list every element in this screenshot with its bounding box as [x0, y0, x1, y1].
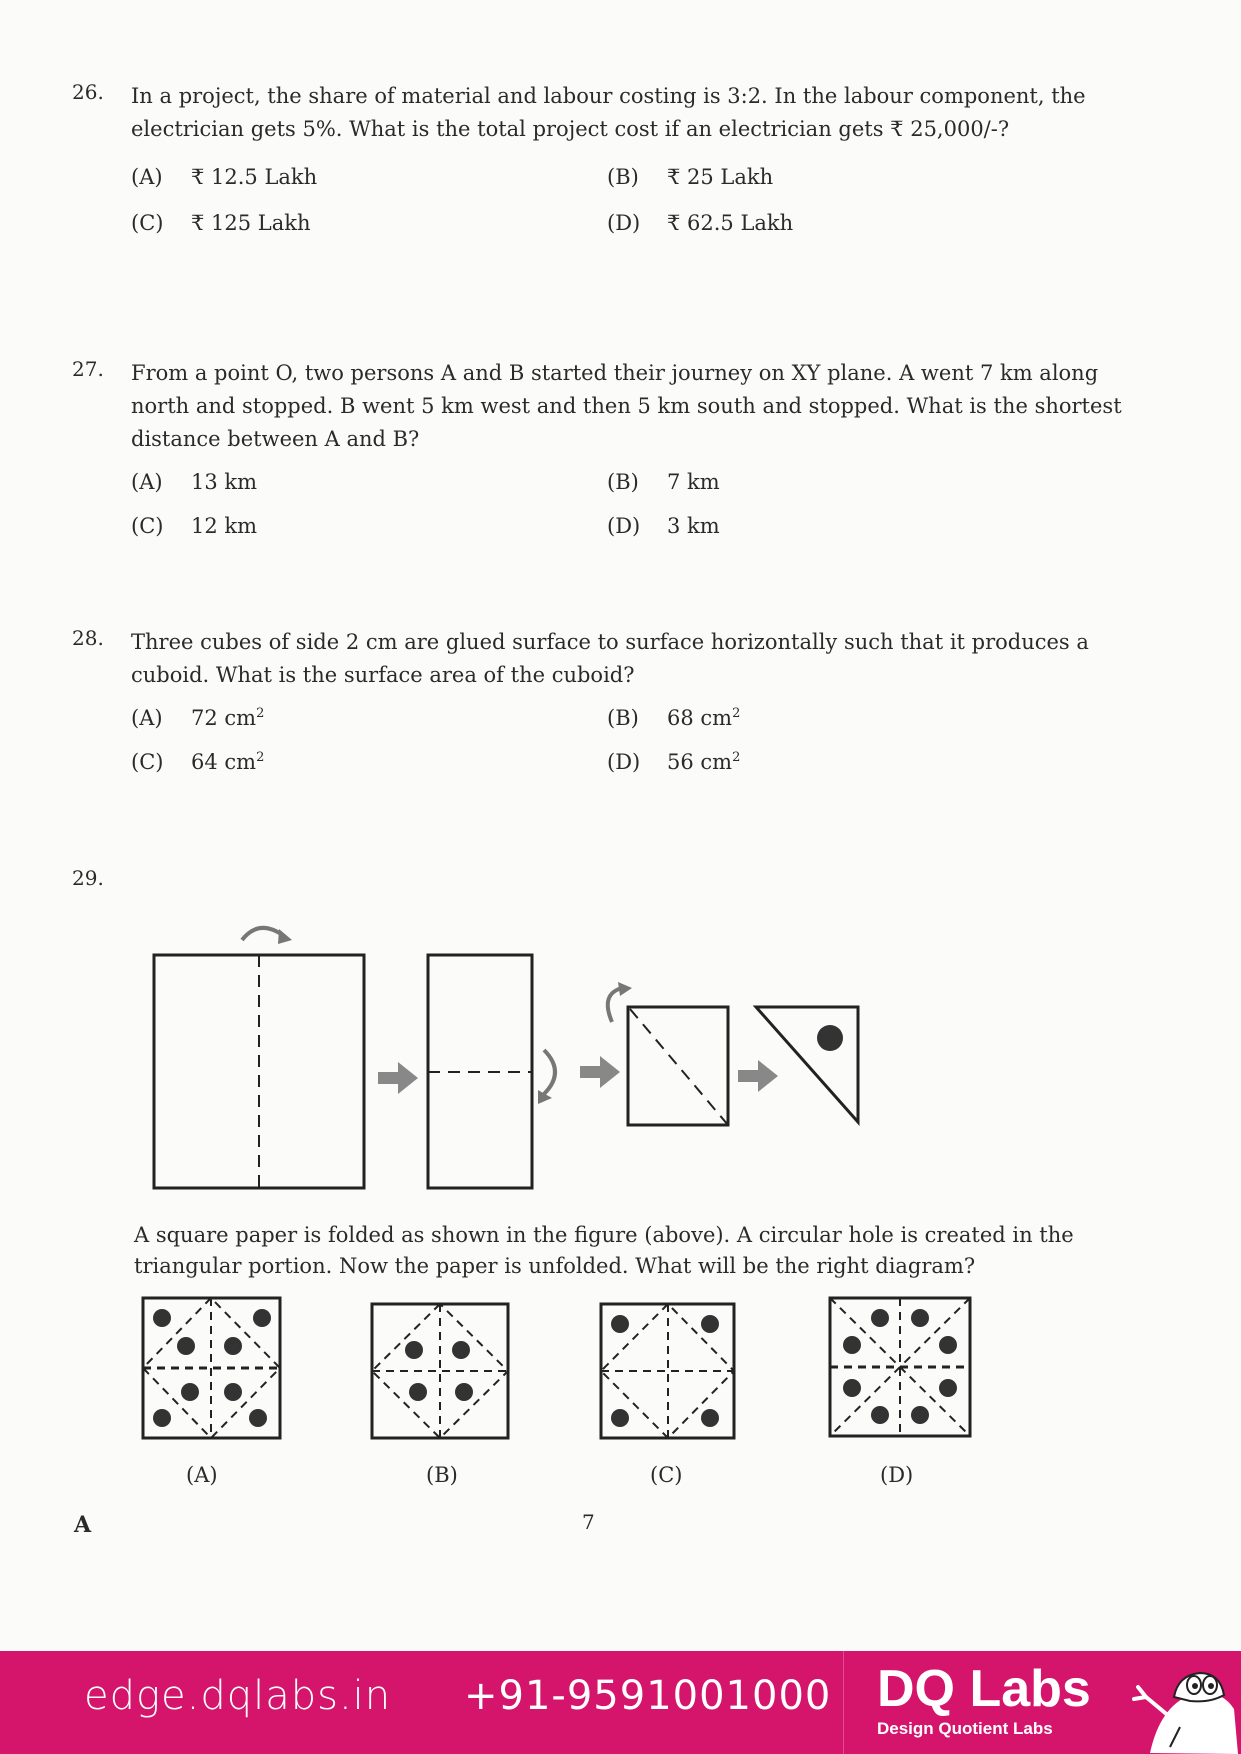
option-c-diagram[interactable]	[601, 1304, 734, 1438]
option-label: (B)	[607, 165, 639, 189]
footer-divider	[843, 1651, 844, 1754]
option-a-diagram[interactable]	[143, 1298, 280, 1438]
mascot-icon	[1130, 1657, 1238, 1754]
option-text: 64 cm	[191, 750, 257, 774]
option-superscript: 2	[256, 706, 265, 721]
website-link[interactable]: edge.dqlabs.in	[84, 1673, 392, 1719]
question-text: Three cubes of side 2 cm are glued surface to surface horizontally such that it produces a cuboid. What is the surface area of the cuboid?	[131, 630, 1089, 687]
option-text: ₹ 125 Lakh	[191, 211, 311, 235]
option-d-diagram[interactable]	[830, 1298, 970, 1436]
page-number: 7	[582, 1510, 595, 1534]
brand-tagline: Design Quotient Labs	[877, 1719, 1053, 1738]
option-text: ₹ 62.5 Lakh	[667, 211, 794, 235]
option-text: 13 km	[191, 470, 258, 494]
option-superscript: 2	[256, 750, 265, 765]
option-superscript: 2	[732, 706, 741, 721]
question-29-text: A square paper is folded as shown in the figure (above). A circular hole is created in the triangular portion. Now the paper is unfolded. What will be the right diagram?	[134, 1223, 1074, 1278]
option-text: 56 cm	[667, 750, 733, 774]
question-number: 29.	[72, 866, 104, 890]
option-superscript: 2	[732, 750, 741, 765]
option-label: (D)	[607, 514, 641, 538]
option-text: 12 km	[191, 514, 258, 538]
option-label: (D)	[607, 211, 641, 235]
option-text: 72 cm	[191, 706, 257, 730]
phone-number[interactable]: +91-9591001000	[464, 1673, 832, 1719]
set-code: A	[74, 1512, 92, 1538]
option-text: 68 cm	[667, 706, 733, 730]
option-text: 3 km	[667, 514, 720, 538]
option-label: (A)	[131, 165, 163, 189]
option-label: (B)	[607, 470, 639, 494]
question-text: From a point O, two persons A and B started their journey on XY plane. A went 7 km along north and stopped. B went 5 km west and then 5 km south and stopped. What is the shortest distance between A and B?	[131, 361, 1122, 451]
option-text: ₹ 12.5 Lakh	[191, 165, 318, 189]
option-text: ₹ 25 Lakh	[667, 165, 774, 189]
q29-option-a-label: (A)	[186, 1463, 218, 1487]
question-text: In a project, the share of material and labour costing is 3:2. In the labour component, the electrician gets 5%. What is the total project cost if an electrician gets ₹ 25,000/-?	[131, 84, 1086, 141]
q29-option-d-label: (D)	[880, 1463, 914, 1487]
option-label: (B)	[607, 706, 639, 730]
option-label: (D)	[607, 750, 641, 774]
option-label: (A)	[131, 470, 163, 494]
question-number: 27.	[72, 357, 104, 381]
question-number: 26.	[72, 80, 104, 104]
option-label: (C)	[131, 211, 164, 235]
option-label: (C)	[131, 514, 164, 538]
q29-option-c-label: (C)	[650, 1463, 683, 1487]
question-number: 28.	[72, 626, 104, 650]
option-label: (C)	[131, 750, 164, 774]
q29-option-b-label: (B)	[426, 1463, 458, 1487]
footer-banner	[0, 1651, 1241, 1754]
option-text: 7 km	[667, 470, 720, 494]
option-b-diagram[interactable]	[372, 1304, 508, 1438]
brand-name: DQ Labs	[877, 1660, 1091, 1718]
option-label: (A)	[131, 706, 163, 730]
